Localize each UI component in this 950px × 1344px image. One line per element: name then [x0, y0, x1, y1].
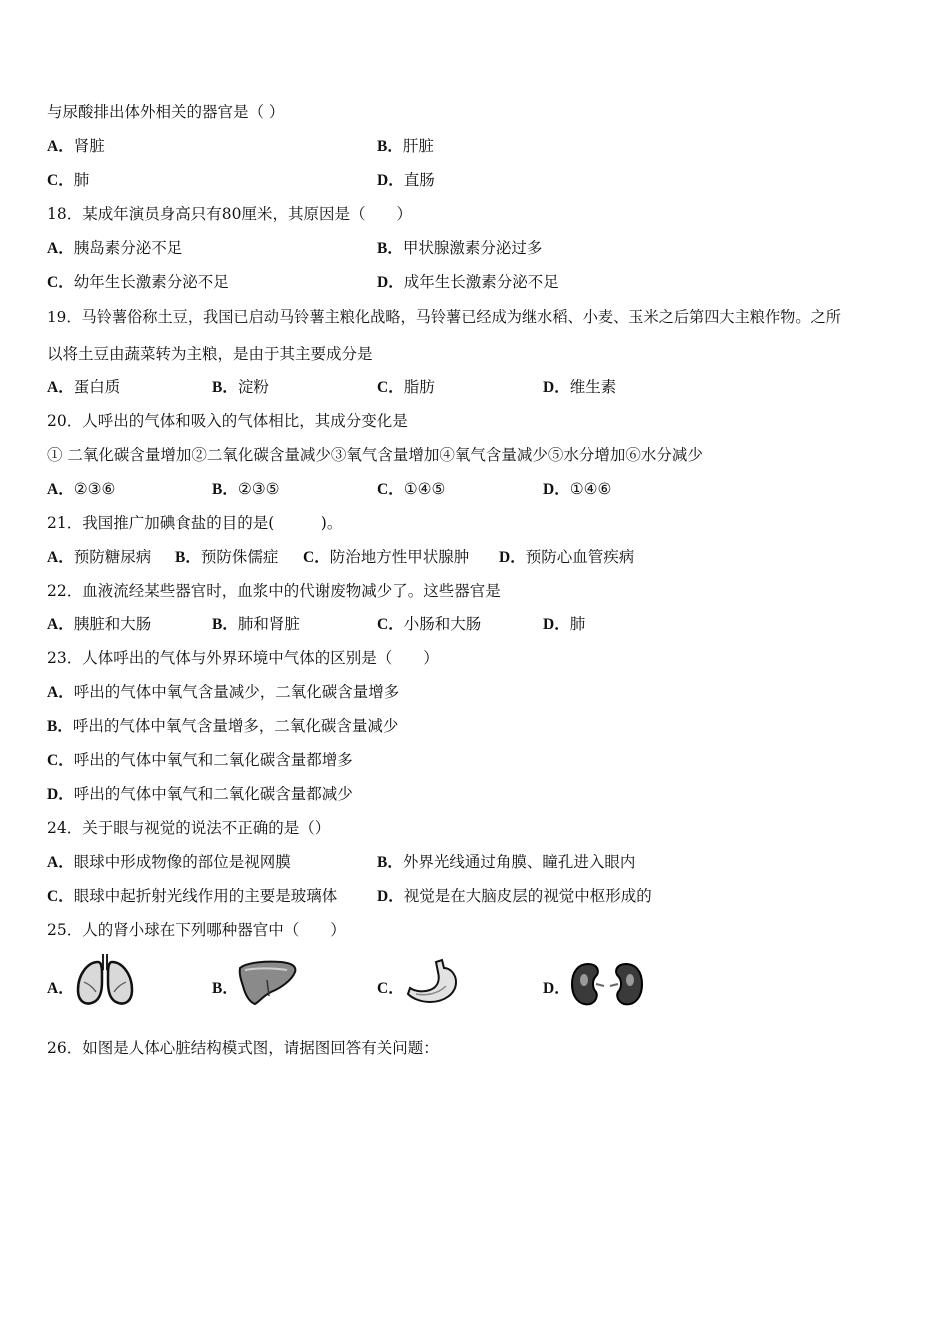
q20-stem: 20．人呼出的气体和吸入的气体相比，其成分变化是 — [47, 412, 408, 430]
q22-stem: 22．血液流经某些器官时，血浆中的代谢废物减少了。这些器官是 — [47, 582, 501, 600]
q18-option-a: A．胰岛素分泌不足 — [47, 239, 183, 257]
q25-option-c-label: C． — [377, 980, 404, 997]
q19-stem-line1: 19．马铃薯俗称土豆，我国已启动马铃薯主粮化战略，马铃薯已经成为继水稻、小麦、玉米之后第四大主粮作物。之所 — [47, 308, 841, 326]
q18-option-b: B．甲状腺激素分泌过多 — [377, 239, 543, 257]
q19-option-d: D．维生素 — [543, 378, 617, 396]
q21-option-d: D．预防心血管疾病 — [499, 548, 635, 566]
q24-option-a: A．眼球中形成物像的部位是视网膜 — [47, 853, 291, 871]
q20-option-c: C．①④⑤ — [377, 480, 446, 498]
q19-stem-line2: 以将土豆由蔬菜转为主粮，是由于其主要成分是 — [47, 345, 373, 363]
q19-option-a: A．蛋白质 — [47, 378, 121, 396]
lungs-icon — [74, 952, 136, 1008]
q24-stem: 24．关于眼与视觉的说法不正确的是（） — [47, 819, 331, 837]
q25-stem: 25．人的肾小球在下列哪种器官中（ ） — [47, 921, 346, 939]
q22-option-a: A．胰脏和大肠 — [47, 615, 152, 633]
q25-option-d-label: D． — [543, 980, 570, 997]
q24-option-c: C．眼球中起折射光线作用的主要是玻璃体 — [47, 887, 338, 905]
q17-option-c: C．肺 — [47, 171, 90, 189]
q17-option-b: B．肝脏 — [377, 137, 434, 155]
q17-stem: 与尿酸排出体外相关的器官是（ ） — [47, 103, 285, 121]
q23-option-b: B．呼出的气体中氧气含量增多，二氧化碳含量减少 — [47, 717, 399, 735]
stomach-icon — [404, 958, 464, 1006]
q18-stem: 18．某成年演员身高只有80厘米，其原因是（ ） — [47, 205, 412, 223]
q25-option-b-label: B． — [212, 980, 238, 997]
q21-option-a: A．预防糖尿病 — [47, 548, 152, 566]
q20-option-a: A．②③⑥ — [47, 480, 116, 498]
q19-option-b: B．淀粉 — [212, 378, 269, 396]
q17-option-d: D．直肠 — [377, 171, 435, 189]
q22-option-d: D．肺 — [543, 615, 586, 633]
q21-option-c: C．防治地方性甲状腺肿 — [303, 548, 470, 566]
q23-option-c: C．呼出的气体中氧气和二氧化碳含量都增多 — [47, 751, 353, 769]
q21-option-b: B．预防侏儒症 — [175, 548, 279, 566]
q17-option-a: A．肾脏 — [47, 137, 105, 155]
q20-option-b: B．②③⑤ — [212, 480, 280, 498]
q26-stem: 26．如图是人体心脏结构模式图，请据图回答有关问题： — [47, 1039, 439, 1057]
kidneys-icon — [570, 960, 646, 1008]
liver-icon — [237, 958, 299, 1006]
q22-option-c: C．小肠和大肠 — [377, 615, 482, 633]
q25-option-a-label: A． — [47, 980, 74, 997]
q24-option-d: D．视觉是在大脑皮层的视觉中枢形成的 — [377, 887, 652, 905]
q23-stem: 23．人体呼出的气体与外界环境中气体的区别是（ ） — [47, 649, 439, 667]
q23-option-d: D．呼出的气体中氧气和二氧化碳含量都减少 — [47, 785, 353, 803]
q24-option-b: B．外界光线通过角膜、瞳孔进入眼内 — [377, 853, 636, 871]
q23-option-a: A．呼出的气体中氧气含量减少，二氧化碳含量增多 — [47, 683, 400, 701]
q18-option-d: D．成年生长激素分泌不足 — [377, 273, 559, 291]
q21-stem: 21．我国推广加碘食盐的目的是( )。 — [47, 514, 343, 532]
q20-option-d: D．①④⑥ — [543, 480, 612, 498]
q20-statements: ① 二氧化碳含量增加②二氧化碳含量减少③氧气含量增加④氧气含量减少⑤水分增加⑥水分减少 — [47, 446, 703, 464]
q19-option-c: C．脂肪 — [377, 378, 435, 396]
q22-option-b: B．肺和肾脏 — [212, 615, 300, 633]
q18-option-c: C．幼年生长激素分泌不足 — [47, 273, 229, 291]
